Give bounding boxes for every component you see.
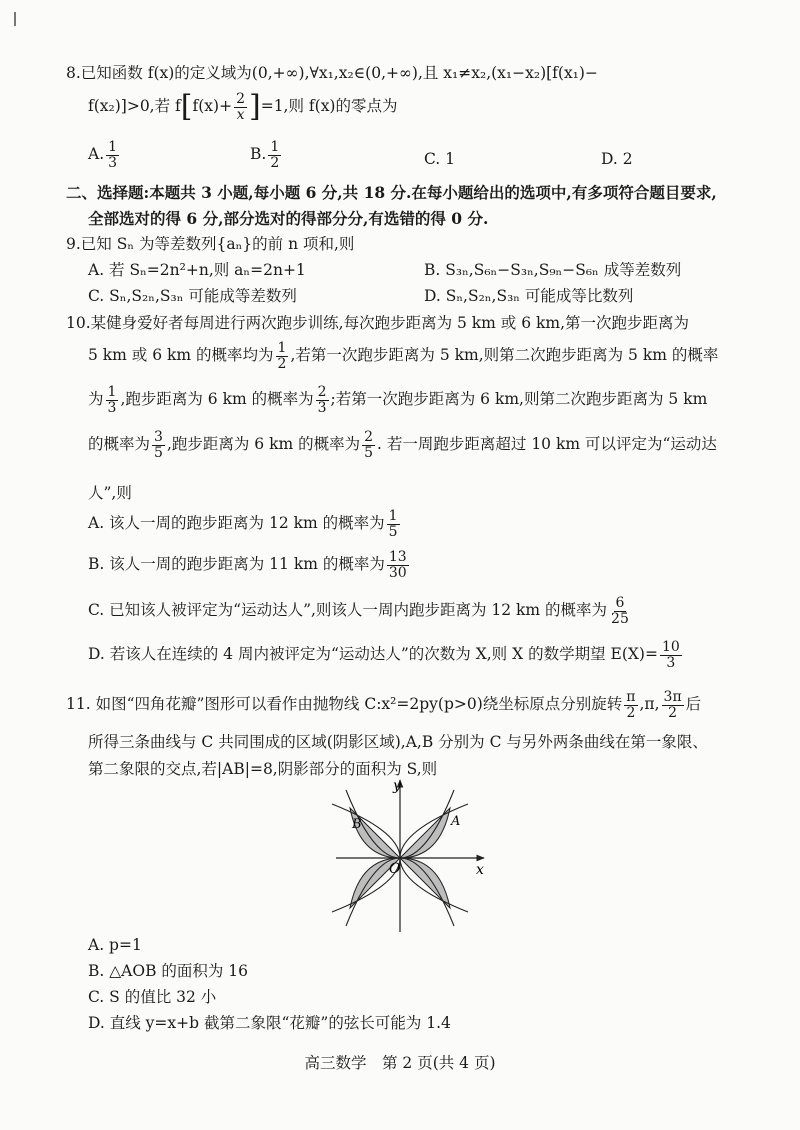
q8-option-c: C. 1 <box>424 150 456 168</box>
q9-option-a: A. 若 Sₙ=2n²+n,则 aₙ=2n+1 <box>88 261 306 279</box>
q11-line2: 所得三条曲线与 C 共同围成的区域(阴影区域),A,B 分别为 C 与另外两条曲线在第一象限、 <box>88 733 708 751</box>
q9-option-d: D. Sₙ,S₂ₙ,S₃ₙ 可能成等比数列 <box>424 287 634 305</box>
q9-option-c: C. Sₙ,S₂ₙ,S₃ₙ 可能成等差数列 <box>88 287 297 305</box>
q10-line3: 为 $\frac{1}{3}$ ,跑步距离为 6 km 的概率为 $\frac{2}{3}$ ;若第一次跑步距离为 6 km,则第二次跑步距离为 5 km <box>88 384 708 416</box>
q11-line1: 11. 如图“四角花瓣”图形可以看作由抛物线 C:x²=2py(p>0)绕坐标原点分别旋转 $\frac{\pi}{2}$ ,π, $\frac{3\pi}{2}$ 后 <box>66 689 702 721</box>
q9-option-b: B. S₃ₙ,S₆ₙ−S₃ₙ,S₉ₙ−S₆ₙ 成等差数列 <box>424 261 682 279</box>
origin-label: O <box>389 861 401 877</box>
q8-option-a: A. $\frac{1}{3}$ <box>88 139 118 171</box>
q11-option-a: A. p=1 <box>88 936 142 954</box>
y-axis-label: y <box>393 778 401 794</box>
scan-mark <box>14 12 16 26</box>
q10-option-c: C. 已知该人被评定为“运动达人”,则该人一周内跑步距离为 12 km 的概率为 $\frac{6}{25}$ <box>88 595 629 627</box>
q11-option-d: D. 直线 y=x+b 截第二象限“花瓣”的弦长可能为 1.4 <box>88 1014 451 1032</box>
q10-line5: 人”,则 <box>88 484 132 502</box>
q8-option-d: D. 2 <box>601 150 633 168</box>
q8-line1: 8.已知函数 f(x)的定义域为(0,+∞),∀x₁,x₂∈(0,+∞),且 x₁≠x₂,(x₁−x₂)[f(x₁)− <box>66 64 598 82</box>
q10-line1: 10.某健身爱好者每周进行两次跑步训练,每次跑步距离为 5 km 或 6 km,第一次跑步距离为 <box>66 314 690 332</box>
section2-heading-line2: 全部选对的得 6 分,部分选对的得部分分,有选错的得 0 分. <box>88 209 489 228</box>
q11-line3: 第二象限的交点,若|AB|=8,阴影部分的面积为 S,则 <box>88 760 438 778</box>
x-axis-label: x <box>476 862 484 878</box>
q8-option-b: B. $\frac{1}{2}$ <box>250 139 280 171</box>
q10-line4: 的概率为 $\frac{3}{5}$ ,跑步距离为 6 km 的概率为 $\frac{2}{5}$ . 若一周跑步距离超过 10 km 可以评定为“运动达 <box>88 429 717 461</box>
q11-option-b: B. △AOB 的面积为 16 <box>88 962 249 980</box>
q10-option-a: A. 该人一周的跑步距离为 12 km 的概率为 $\frac{1}{5}$ <box>88 508 398 540</box>
q10-line2: 5 km 或 6 km 的概率均为 $\frac{1}{2}$ ,若第一次跑步距离为 5 km,则第二次跑步距离为 5 km 的概率 <box>88 340 719 372</box>
q9-stem: 9.已知 Sₙ 为等差数列{aₙ}的前 n 项和,则 <box>66 235 355 253</box>
four-petal-figure <box>318 776 494 934</box>
section2-heading-line1: 二、选择题:本题共 3 小题,每小题 6 分,共 18 分.在每小题给出的选项中,有多项符合题目要求, <box>66 183 717 202</box>
page-footer: 高三数学 第 2 页(共 4 页) <box>304 1054 496 1072</box>
q10-option-d: D. 若该人在连续的 4 周内被评定为“运动达人”的次数为 X,则 X 的数学期望 E(X)= $\frac{10}{3}$ <box>88 639 680 671</box>
q11-option-c: C. S 的值比 32 小 <box>88 988 217 1006</box>
q10-option-b: B. 该人一周的跑步距离为 11 km 的概率为 $\frac{13}{30}$ <box>88 549 407 581</box>
point-b-label: B <box>352 817 362 832</box>
point-a-label: A <box>451 814 461 829</box>
q8-line2: f(x₂)]>0,若 f[f(x)+ $\frac{2}{x}$ ]=1,则 f(x)的零点为 <box>88 89 398 125</box>
